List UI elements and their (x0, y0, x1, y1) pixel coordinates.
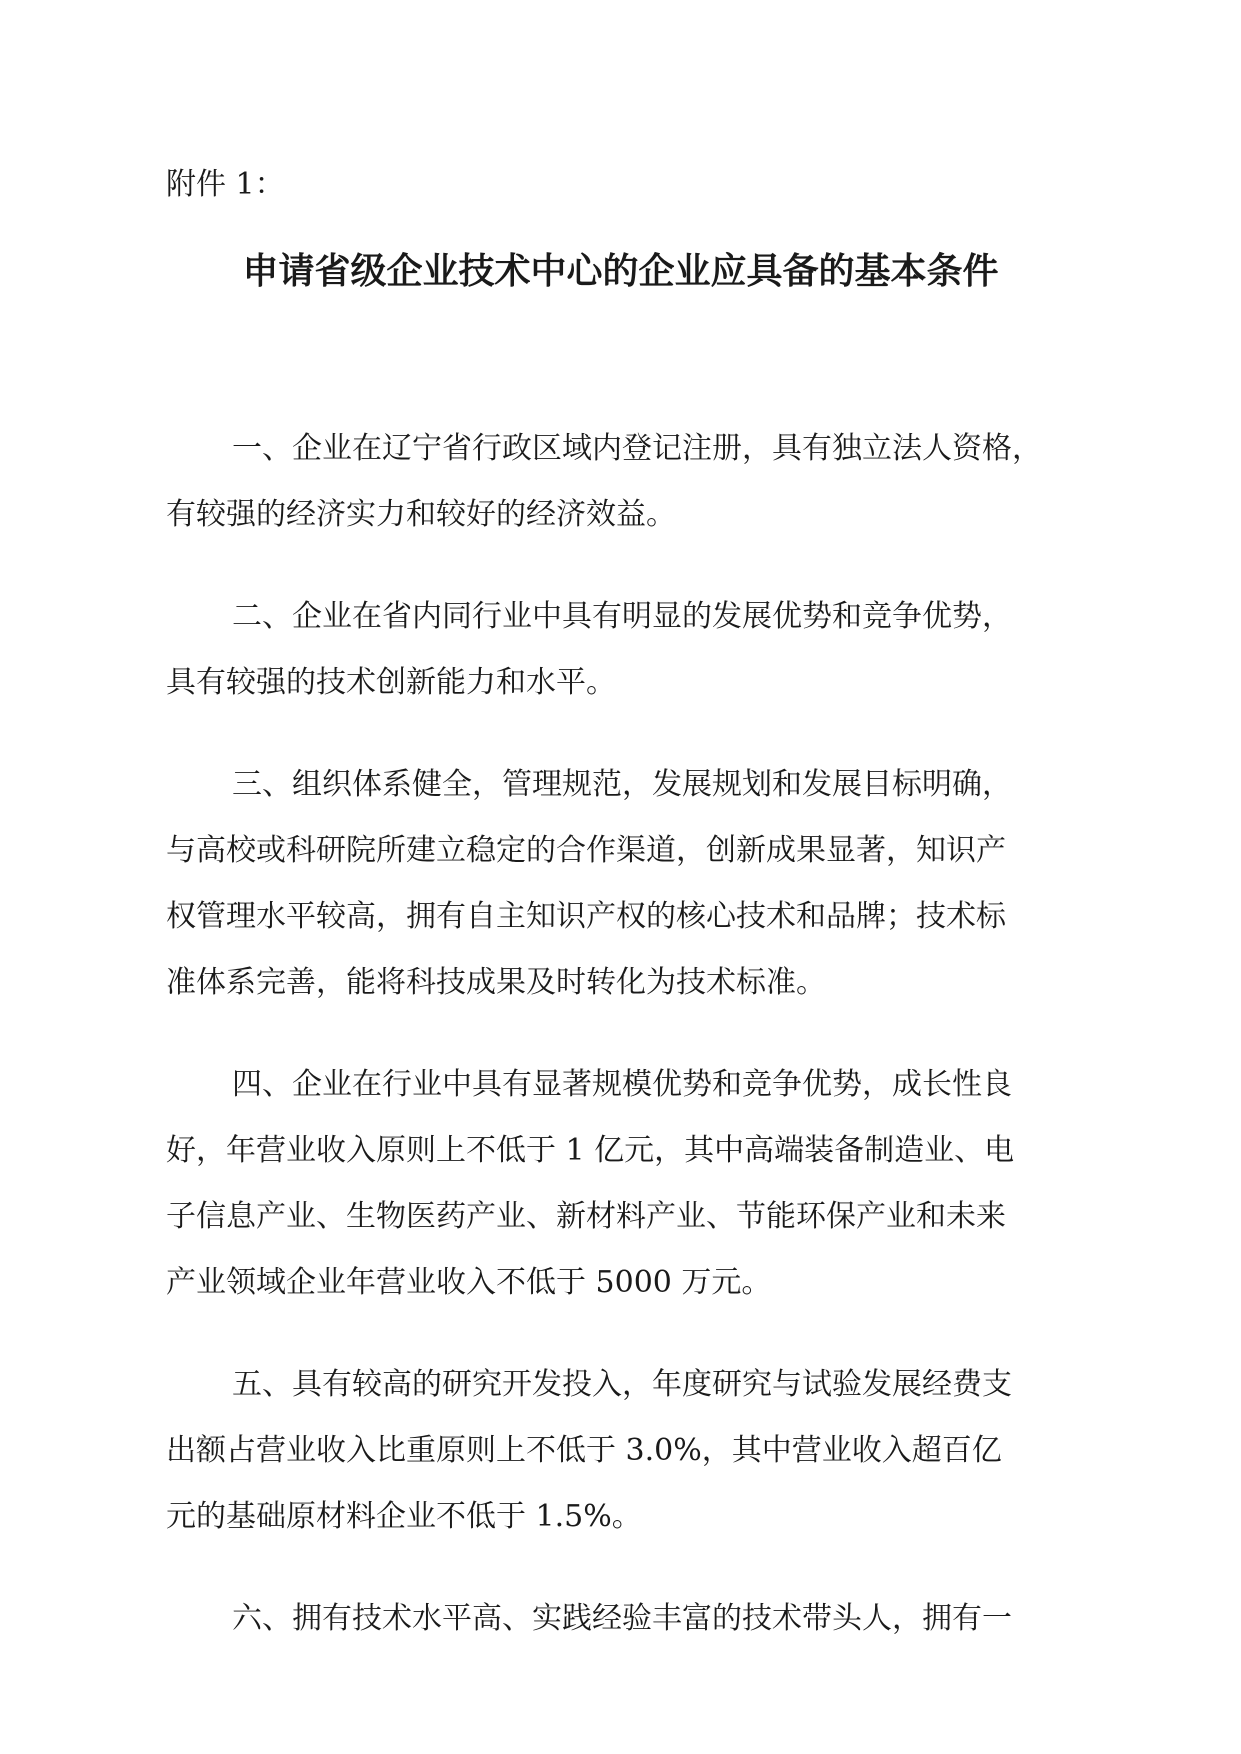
paragraph-line: 二、企业在省内同行业中具有明显的发展优势和竞争优势， (232, 599, 1012, 634)
paragraph-3 (166, 752, 1086, 1016)
paragraph-line: 权管理水平较高，拥有自主知识产权的核心技术和品牌；技术标 (166, 899, 1006, 934)
paragraph-line: 与高校或科研院所建立稳定的合作渠道，创新成果显著，知识产 (166, 833, 1006, 868)
paragraph-line: 三、组织体系健全，管理规范，发展规划和发展目标明确， (232, 767, 1012, 802)
paragraph-4 (166, 1052, 1086, 1316)
document-body (166, 416, 1086, 1688)
paragraph-6 (166, 1586, 1086, 1652)
paragraph-line: 产业领域企业年营业收入不低于 5000 万元。 (166, 1265, 772, 1300)
paragraph-line: 一、企业在辽宁省行政区域内登记注册，具有独立法人资格， (232, 431, 1042, 466)
paragraph-line: 六、拥有技术水平高、实践经验丰富的技术带头人，拥有一 (232, 1601, 1012, 1636)
paragraph-line: 准体系完善，能将科技成果及时转化为技术标准。 (166, 965, 826, 1000)
paragraph-2 (166, 584, 1086, 716)
paragraph-1 (166, 416, 1086, 548)
paragraph-line: 有较强的经济实力和较好的经济效益。 (166, 497, 676, 532)
paragraph-line: 子信息产业、生物医药产业、新材料产业、节能环保产业和未来 (166, 1199, 1006, 1234)
document-title: 申请省级企业技术中心的企业应具备的基本条件 (242, 251, 999, 292)
paragraph-line: 五、具有较高的研究开发投入，年度研究与试验发展经费支 (232, 1367, 1012, 1402)
paragraph-5 (166, 1352, 1086, 1550)
paragraph-line: 元的基础原材料企业不低于 1.5%。 (166, 1499, 642, 1534)
paragraph-line: 出额占营业收入比重原则上不低于 3.0%，其中营业收入超百亿 (166, 1433, 1002, 1468)
paragraph-line: 四、企业在行业中具有显著规模优势和竞争优势，成长性良 (232, 1067, 1012, 1102)
paragraph-line: 具有较强的技术创新能力和水平。 (166, 665, 616, 700)
attachment-label: 附件 1： (166, 167, 285, 202)
paragraph-line: 好，年营业收入原则上不低于 1 亿元，其中高端装备制造业、电 (166, 1133, 1015, 1168)
